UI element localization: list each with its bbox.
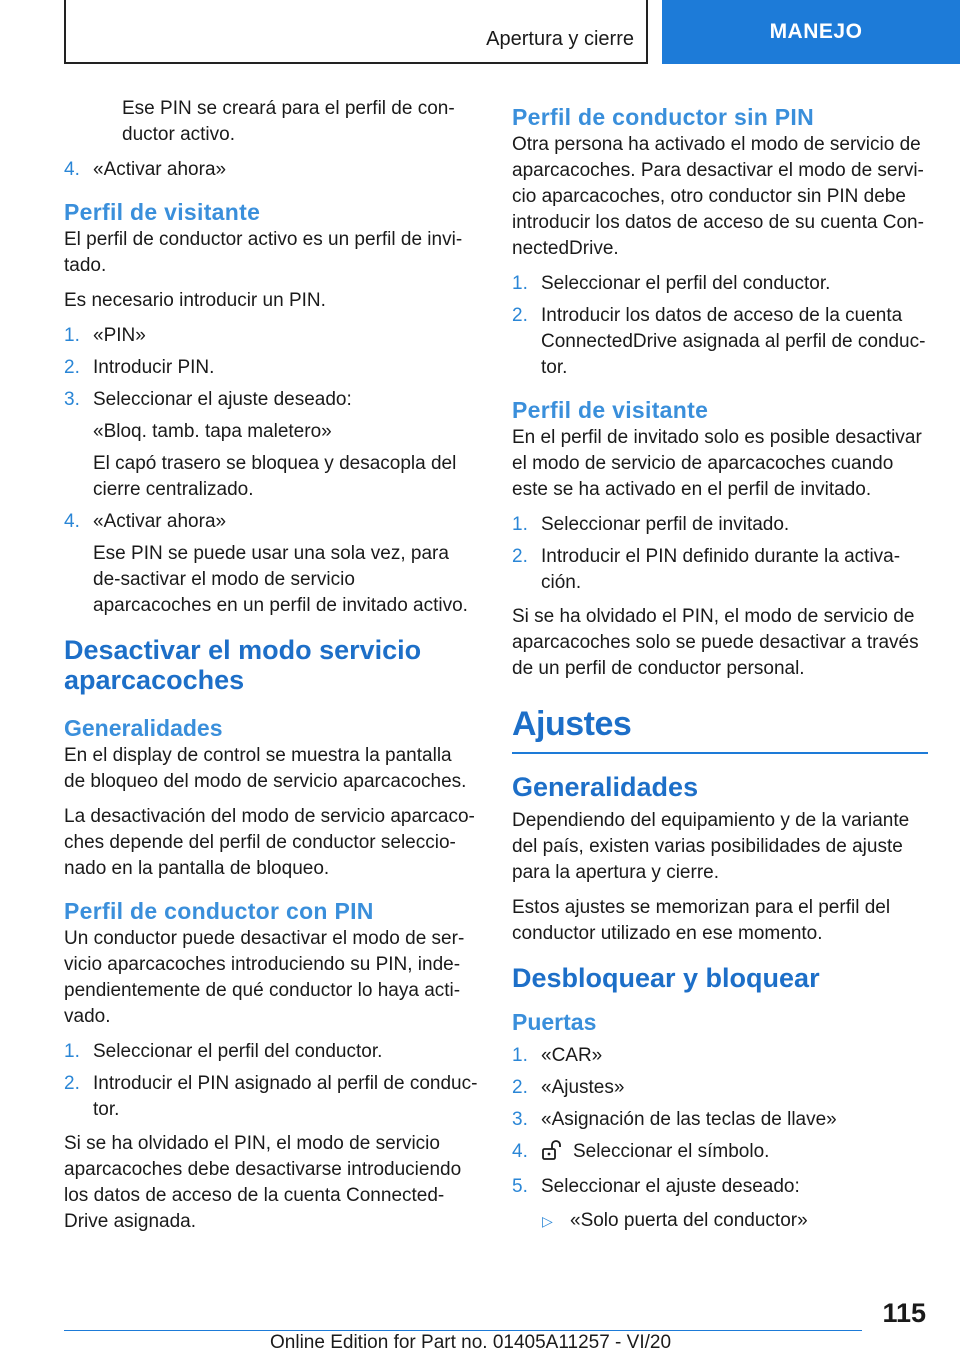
settings-paragraph-2: Estos ajustes se memorizan para el perfil del conductor utilizado en ese momento. <box>512 897 891 944</box>
list-item <box>64 509 478 619</box>
footer-edition-text: Online Edition for Part no. 01405A11257 - VI/20 <box>270 1332 672 1353</box>
triangle-bullet-icon: ▷ <box>542 1213 553 1229</box>
list-item <box>512 1043 928 1069</box>
step-number: 1. <box>512 514 528 535</box>
list-item <box>512 1107 928 1133</box>
step-number: 1. <box>512 1045 528 1066</box>
step-text: Introducir el PIN asignado al perfil de conduc-tor. <box>93 1073 478 1120</box>
step-text: Seleccionar perfil de invitado. <box>541 514 790 535</box>
step-number: 4. <box>64 511 80 532</box>
list-item <box>512 1075 928 1101</box>
intro-text: Ese PIN se creará para el perfil de con-ductor activo. <box>122 98 455 145</box>
step-text: Seleccionar el perfil del conductor. <box>541 273 831 294</box>
list-item <box>512 512 928 538</box>
step-text: «Activar ahora» <box>93 159 227 180</box>
pin-paragraph-2: Si se ha olvidado el PIN, el modo de servicio aparcacoches debe desactivarse introduciendo los datos de acceso de la cuenta Connected-Drive asignada. <box>64 1133 462 1232</box>
step-number: 2. <box>512 1077 528 1098</box>
general-paragraph-2: La desactivación del modo de servicio aparcaco-ches depende del perfil de conductor seleccio-nado en la pantalla de bloqueo. <box>64 806 475 879</box>
step-text: Seleccionar el ajuste deseado: <box>93 389 352 410</box>
deactivate-heading: Desactivar el modo servicio aparcacoches <box>64 635 422 695</box>
nopin-paragraph-1: Otra persona ha activado el modo de servicio de aparcacoches. Para desactivar el modo de servi-cio aparcacoches, otro conductor sin PIN debe introducir los datos de acceso de su cuenta Con-nectedDrive. <box>512 134 924 259</box>
list-item <box>512 1139 928 1168</box>
header-section-title: Apertura y cierre <box>486 28 634 50</box>
visitor-paragraph-right-2: Si se ha olvidado el PIN, el modo de servicio de aparcacoches solo se puede desactivar a través de un perfil de conductor personal. <box>512 606 919 679</box>
step-sub-text: «Bloq. tamb. tapa maletero» <box>93 421 332 442</box>
step-number: 3. <box>512 1109 528 1130</box>
step-number: 1. <box>64 1041 80 1062</box>
header-chapter-label: MANEJO <box>769 20 863 43</box>
list-item <box>512 303 928 381</box>
visitor-heading: Perfil de visitante <box>64 199 261 225</box>
page-number: 115 <box>882 1298 926 1328</box>
step-text: «Asignación de las teclas de llave» <box>541 1109 837 1130</box>
list-item <box>512 271 928 297</box>
list-item <box>64 355 478 381</box>
settings-divider <box>512 752 928 754</box>
list-item <box>512 544 928 596</box>
door-option-text: «Solo puerta del conductor» <box>570 1210 808 1231</box>
list-item <box>64 323 478 349</box>
intro-step-list <box>64 157 478 183</box>
step-text: Introducir el PIN definido durante la activa-ción. <box>541 546 901 593</box>
footer-divider <box>64 1330 862 1331</box>
step-text: Seleccionar el perfil del conductor. <box>93 1041 383 1062</box>
step-number: 3. <box>64 389 80 410</box>
doors-step-list <box>512 1043 928 1200</box>
visitor-paragraph-1: El perfil de conductor activo es un perfil de invi-tado. <box>64 229 463 276</box>
step-number: 5. <box>512 1176 528 1197</box>
step-sub-text: El capó trasero se bloquea y desacopla del cierre centralizado. <box>93 453 457 500</box>
step-number: 2. <box>64 1073 80 1094</box>
step-text: «Activar ahora» <box>93 511 227 532</box>
doors-heading: Puertas <box>512 1009 597 1035</box>
lock-heading: Desbloquear y bloquear <box>512 963 820 993</box>
step-number: 2. <box>512 305 528 326</box>
pin-step-list <box>64 1039 478 1123</box>
step-number: 1. <box>64 325 80 346</box>
step-text: Seleccionar el símbolo. <box>573 1141 770 1162</box>
list-item <box>512 1174 928 1200</box>
list-item <box>64 1071 478 1123</box>
step-text: Introducir PIN. <box>93 357 215 378</box>
settings-general-heading: Generalidades <box>512 772 699 802</box>
door-option-item <box>512 1208 928 1234</box>
step-text: Introducir los datos de acceso de la cuenta ConnectedDrive asignada al perfil de conduc-tor. <box>541 305 926 378</box>
step-sub-text: Ese PIN se puede usar una sola vez, para de-sactivar el modo de servicio aparcacoches en un perfil de invitado activo. <box>93 543 468 616</box>
pin-heading: Perfil de conductor con PIN <box>64 898 374 924</box>
step-number: 4. <box>64 159 80 180</box>
nopin-heading: Perfil de conductor sin PIN <box>512 104 815 130</box>
general-paragraph-1: En el display de control se muestra la pantalla de bloqueo del modo de servicio aparcacoches. <box>64 745 467 792</box>
list-item <box>64 157 478 183</box>
settings-paragraph-1: Dependiendo del equipamiento y de la variante del país, existen varias posibilidades de ajuste para la apertura y cierre. <box>512 810 910 883</box>
step-number: 2. <box>64 357 80 378</box>
visitor-paragraph-2: Es necesario introducir un PIN. <box>64 290 326 311</box>
visitor-step-list-right <box>512 512 928 596</box>
unlocked-padlock-icon <box>541 1140 565 1168</box>
general-heading: Generalidades <box>64 715 223 741</box>
step-text: Seleccionar el ajuste deseado: <box>541 1176 800 1197</box>
list-item <box>64 1039 478 1065</box>
visitor-heading-right: Perfil de visitante <box>512 397 709 423</box>
step-text: «CAR» <box>541 1045 603 1066</box>
pin-paragraph-1: Un conductor puede desactivar el modo de ser-vicio aparcacoches introduciendo su PIN, inde-pendientemente de qué conductor lo haya acti-vado. <box>64 928 465 1027</box>
step-number: 4. <box>512 1141 528 1162</box>
settings-heading: Ajustes <box>512 705 632 743</box>
step-text: «PIN» <box>93 325 146 346</box>
right-column <box>512 96 928 1234</box>
step-number: 1. <box>512 273 528 294</box>
nopin-step-list <box>512 271 928 381</box>
step-text: «Ajustes» <box>541 1077 625 1098</box>
visitor-paragraph-right-1: En el perfil de invitado solo es posible desactivar el modo de servicio de aparcacoches cuando este se ha activado en el perfil de invitado. <box>512 427 922 500</box>
step-number: 2. <box>512 546 528 567</box>
visitor-step-list <box>64 323 478 619</box>
list-item <box>64 387 478 503</box>
header-chapter-tab[interactable] <box>662 0 960 64</box>
left-column <box>64 96 478 1244</box>
